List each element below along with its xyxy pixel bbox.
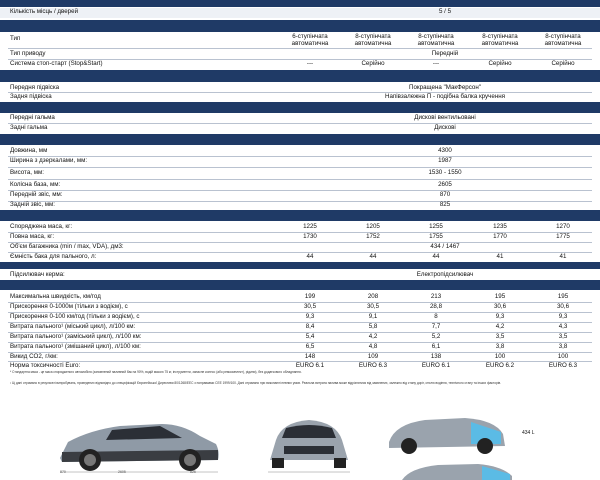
tank-label: Ємність бака для пального, л: — [10, 253, 97, 260]
row-length — [0, 147, 600, 156]
car-trunk-view-2 — [398, 462, 518, 480]
perf-val: 109 — [367, 353, 379, 360]
brake-front-label: Передні гальма — [10, 114, 55, 121]
perf-label: Прискорення 0-1000м (тільки з водієм), с — [10, 303, 128, 310]
steering-value: Електропідсилювач — [416, 271, 474, 278]
startstop-val: Серійно — [361, 60, 385, 67]
drive-label: Тип приводу — [10, 50, 46, 57]
drive-value: Передній — [431, 50, 459, 57]
perf-val: 195 — [494, 293, 506, 300]
brake-rear-value: Дискові — [434, 124, 456, 131]
row-perf — [0, 323, 600, 332]
row-brake-rear — [0, 124, 600, 133]
row-tank — [0, 253, 600, 262]
curb-val: 1205 — [366, 223, 380, 230]
gross-val: 1752 — [366, 233, 380, 240]
divider — [8, 48, 592, 49]
startstop-val: --- — [432, 60, 440, 67]
perf-label: Викид CO2, г/км: — [10, 353, 58, 360]
perf-val: 213 — [430, 293, 442, 300]
front-overhang-value: 870 — [439, 191, 451, 198]
rear-overhang-label: Задній звіс, мм: — [10, 201, 56, 208]
perf-val: 4,3 — [558, 323, 568, 330]
startstop-val: Серійно — [551, 60, 575, 67]
perf-val: 30,5 — [366, 303, 380, 310]
brake-rear-label: Задні гальма — [10, 124, 48, 131]
length-value: 4300 — [438, 147, 452, 154]
row-susp-rear — [0, 93, 600, 102]
height-label: Висота, мм: — [10, 169, 44, 176]
row-perf — [0, 313, 600, 322]
perf-val: 138 — [430, 353, 442, 360]
startstop-label: Система стоп-старт (Stop&Start) — [10, 60, 103, 67]
perf-val: 208 — [367, 293, 379, 300]
curb-val: 1235 — [493, 223, 507, 230]
perf-val: 4,2 — [368, 333, 378, 340]
row-width — [0, 157, 600, 166]
perf-val: 4,8 — [368, 343, 378, 350]
perf-val: 5,2 — [431, 333, 441, 340]
row-perf — [0, 303, 600, 312]
gross-val: 1775 — [556, 233, 570, 240]
row-steering — [0, 271, 600, 280]
row-perf — [0, 333, 600, 342]
row-trunk — [0, 243, 600, 252]
wheelbase-value: 2605 — [438, 181, 452, 188]
row-perf — [0, 293, 600, 302]
type-col-1: 6-ступінчата автоматична — [291, 33, 329, 47]
car-front-view — [262, 410, 357, 478]
curb-val: 1255 — [429, 223, 443, 230]
front-overhang-label: Передній звіс, мм: — [10, 191, 63, 198]
perf-val: 9,3 — [495, 313, 505, 320]
perf-val: 9,1 — [368, 313, 378, 320]
perf-val: 6,5 — [305, 343, 315, 350]
gross-val: 1770 — [493, 233, 507, 240]
perf-val: 30,6 — [556, 303, 570, 310]
perf-val: EURO 6.2 — [485, 362, 515, 369]
width-value: 1987 — [438, 157, 452, 164]
row-rear-overhang — [0, 201, 600, 210]
perf-label: Прискорення 0-100 км/год (тільки з водієм), с — [10, 313, 140, 320]
height-value: 1530 - 1550 — [428, 169, 462, 176]
perf-label: Витрата пального¹ (змішаний цикл), л/100 км: — [10, 343, 141, 350]
perf-val: 100 — [557, 353, 569, 360]
gross-val: 1755 — [429, 233, 443, 240]
car-trunk-view — [385, 412, 515, 457]
divider — [8, 167, 592, 168]
gross-val: 1730 — [303, 233, 317, 240]
perf-val: 6,1 — [431, 343, 441, 350]
perf-val: 28,8 — [429, 303, 443, 310]
row-wheelbase — [0, 181, 600, 190]
perf-val: 9,3 — [305, 313, 315, 320]
row-height — [0, 169, 600, 178]
perf-val: EURO 6.1 — [295, 362, 325, 369]
rear-overhang-value: 825 — [439, 201, 451, 208]
top-band — [0, 0, 600, 7]
tank-val: 41 — [559, 253, 567, 260]
perf-val: 30,5 — [303, 303, 317, 310]
tank-val: 44 — [306, 253, 314, 260]
perf-val: 3,8 — [495, 343, 505, 350]
perf-val: 4,2 — [495, 323, 505, 330]
perf-val: 3,5 — [558, 333, 568, 340]
steering-label: Підсилювач керма: — [10, 271, 65, 278]
perf-val: 195 — [557, 293, 569, 300]
brake-front-value: Дискові вентильовані — [414, 114, 476, 121]
perf-label: Норма токсичності Euro: — [10, 362, 81, 369]
dim-front-overhang: 870 — [60, 470, 66, 474]
curb-val: 1270 — [556, 223, 570, 230]
width-label: Ширина з дзеркалами, мм: — [10, 157, 88, 164]
perf-val: 148 — [304, 353, 316, 360]
trunk-volume-badge: 434 L — [522, 430, 535, 436]
susp-rear-value: Напівзалежна П - подібна балка кручення — [384, 93, 505, 100]
row-brake-front — [0, 114, 600, 123]
car-side-view — [50, 408, 230, 480]
perf-val: 5,4 — [305, 333, 315, 340]
curb-label: Споряджена маса, кг: — [10, 223, 73, 230]
row-startstop — [0, 60, 600, 69]
row-seats — [0, 8, 600, 18]
perf-val: EURO 6.3 — [358, 362, 388, 369]
row-perf — [0, 343, 600, 352]
perf-val: 3,5 — [495, 333, 505, 340]
perf-val: 5,8 — [368, 323, 378, 330]
divider — [8, 179, 592, 180]
startstop-val: Серійно — [488, 60, 512, 67]
row-drive — [0, 50, 600, 59]
perf-val: 9,3 — [558, 313, 568, 320]
type-col-3: 8-ступінчата автоматична — [417, 33, 455, 47]
band-2 — [0, 70, 600, 82]
footnote-1: * Стандартна маса - це маса спорядженого автомобіля (заповнений паливний бак на 90%, водій масою 75 кг, інструменти, запасне колесо (або ремкомплект), рідини), без додаткового обладнання. — [10, 370, 302, 374]
perf-val: 7,7 — [431, 323, 441, 330]
perf-val: 8 — [434, 313, 438, 320]
curb-val: 1225 — [303, 223, 317, 230]
perf-label: Максимальна швидкість, км/год — [10, 293, 101, 300]
startstop-val: --- — [306, 60, 314, 67]
tank-val: 41 — [496, 253, 504, 260]
susp-rear-label: Задня підвіска — [10, 93, 52, 100]
length-label: Довжина, мм — [10, 147, 48, 154]
row-front-overhang — [0, 191, 600, 200]
footnote-2: ¹ Ці дані отримано в результаті випробувань, проведених відповідно до специфікацій Європейської Директиви 80/1268/ЕЕС з поправками СЕЕ 1999/100. Дані отримано при виконанні певних умов. Реальна витрата палива може відрізнятися від заявлених, залежно від стану доріг, стилю водіння, технічного стану та інших факторів. — [10, 381, 502, 385]
trunk-value: 434 / 1467 — [430, 243, 460, 250]
perf-label: Витрата пального¹ (заміський цикл), л/100 км: — [10, 333, 142, 340]
susp-front-label: Передня підвіска — [10, 84, 60, 91]
row-gross — [0, 233, 600, 242]
seats-label: Кількість місць / дверей — [10, 8, 79, 15]
seats-value: 5 / 5 — [438, 8, 452, 15]
row-type — [0, 32, 600, 48]
row-curb — [0, 223, 600, 232]
perf-val: 30,6 — [493, 303, 507, 310]
perf-val: 8,4 — [305, 323, 315, 330]
type-label: Тип — [10, 35, 21, 42]
band-6 — [0, 262, 600, 269]
wheelbase-label: Колісна база, мм: — [10, 181, 61, 188]
band-1 — [0, 20, 600, 32]
trunk-label: Об'єм багажника (min / max, VDA), дм3: — [10, 243, 124, 250]
dim-wheelbase: 2605 — [118, 470, 126, 474]
type-col-4: 8-ступінчата автоматична — [481, 33, 519, 47]
susp-front-value: Покращена "МакФерсон" — [409, 84, 481, 91]
perf-val: 199 — [304, 293, 316, 300]
perf-val: 3,8 — [558, 343, 568, 350]
type-col-2: 8-ступінчата автоматична — [354, 33, 392, 47]
band-7 — [0, 280, 600, 290]
perf-label: Витрата пального¹ (міський цикл), л/100 км: — [10, 323, 136, 330]
band-5 — [0, 210, 600, 221]
dim-rear-overhang: 825 — [190, 470, 196, 474]
perf-val: EURO 6.1 — [421, 362, 451, 369]
perf-val: EURO 6.3 — [548, 362, 578, 369]
tank-val: 44 — [432, 253, 440, 260]
perf-val: 100 — [494, 353, 506, 360]
tank-val: 44 — [369, 253, 377, 260]
band-3 — [0, 102, 600, 113]
type-col-5: 8-ступінчата автоматична — [544, 33, 582, 47]
band-4 — [0, 134, 600, 145]
row-perf — [0, 362, 600, 370]
gross-label: Повна маса, кг: — [10, 233, 55, 240]
